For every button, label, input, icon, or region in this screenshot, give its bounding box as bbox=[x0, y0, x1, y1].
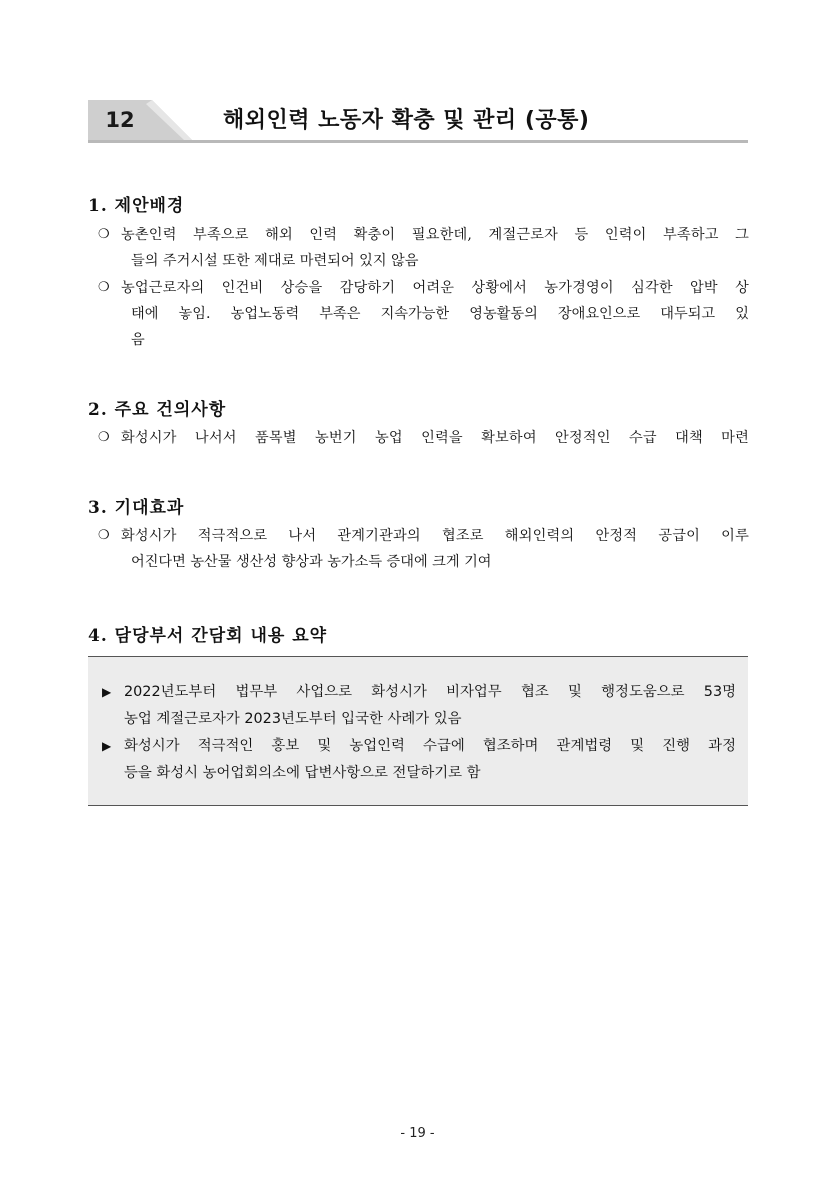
summary-text-line: 농업 계절근로자가 2023년도부터 입국한 사례가 있음 bbox=[124, 711, 462, 727]
summary-text-line: 등을 화성시 농어업회의소에 답변사항으로 전달하기로 함 bbox=[124, 765, 481, 781]
triangle-bullet-icon: ▶ bbox=[102, 685, 112, 699]
bullet-text-line: 화성시가 적극적으로 나서 관계기관과의 협조로 해외인력의 안정적 공급이 이루 bbox=[121, 528, 749, 544]
page-number: - 19 - bbox=[400, 1126, 435, 1141]
bullet-text-line: 농촌인력 부족으로 해외 인력 확충이 필요한데, 계절근로자 등 인력이 부족하고 그 bbox=[121, 227, 749, 243]
title-banner bbox=[88, 97, 748, 145]
summary-text-line: 2022년도부터 법무부 사업으로 화성시가 비자업무 협조 및 행정도움으로 53명 bbox=[124, 684, 736, 700]
section-number: 12 bbox=[105, 108, 135, 132]
section-heading-expected-effects: 3. 기대효과 bbox=[88, 498, 185, 518]
circle-bullet-icon: ❍ bbox=[98, 528, 110, 543]
summary-text-line: 화성시가 적극적인 홍보 및 농업인력 수급에 협조하며 관계법령 및 진행 과정 bbox=[124, 738, 736, 754]
circle-bullet-icon: ❍ bbox=[98, 430, 110, 445]
bullet-text-line: 어진다면 농산물 생산성 향상과 농가소득 증대에 크게 기여 bbox=[131, 554, 492, 570]
bullet-text-line: 화성시가 나서서 품목별 농번기 농업 인력을 확보하여 안정적인 수급 대책 마련 bbox=[121, 430, 749, 446]
section-heading-meeting-summary: 4. 담당부서 간담회 내용 요약 bbox=[88, 626, 328, 646]
page-title: 해외인력 노동자 확충 및 관리 (공통) bbox=[223, 108, 590, 133]
summary-box bbox=[88, 656, 748, 806]
section-heading-background: 1. 제안배경 bbox=[88, 196, 185, 216]
bullet-text-line: 농업근로자의 인건비 상승을 감당하기 어려운 상황에서 농가경영이 심각한 압박 상 bbox=[121, 280, 749, 296]
bullet-text-line: 태에 놓임. 농업노동력 부족은 지속가능한 영농활동의 장애요인으로 대두되고 있 bbox=[131, 306, 749, 322]
bullet-text-line: 들의 주거시설 또한 제대로 마련되어 있지 않음 bbox=[131, 253, 419, 269]
bullet-text-line: 음 bbox=[131, 332, 145, 348]
circle-bullet-icon: ❍ bbox=[98, 227, 110, 242]
triangle-bullet-icon: ▶ bbox=[102, 739, 112, 753]
section-heading-recommendations: 2. 주요 건의사항 bbox=[88, 400, 227, 420]
circle-bullet-icon: ❍ bbox=[98, 280, 110, 295]
